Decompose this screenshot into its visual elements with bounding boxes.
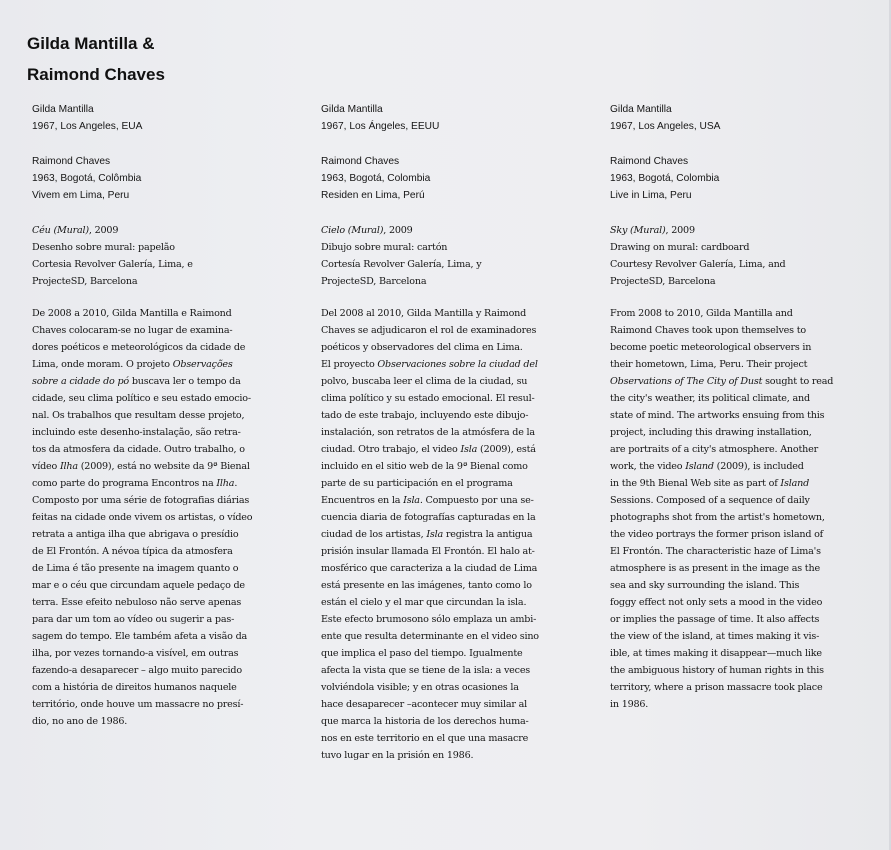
description-line: cidade, seu clima político e seu estado emocio- [32,393,251,404]
work-title-line [321,222,579,239]
description-line: retrata a antiga ilha que abrigava o presídio [32,529,239,540]
artist2-line: Vivem em Lima, Peru [32,190,130,201]
description-line: ente que resulta determinante en el video sino [321,631,539,642]
column-spanish [321,101,579,764]
description-line: in the 9th Bienal Web site as part of Island [610,478,810,489]
work-title-line [610,222,872,239]
description-line: están el cielo y el mar que circundan la isla. [321,597,527,608]
description-line: mosférico que caracteriza a la ciudad de Lima [321,563,538,574]
description-line: Encuentros en la Isla. Compuesto por una se- [321,495,534,506]
description-line: Composto por uma série de fotografias diárias [32,495,250,506]
artist1-line: 1967, Los Ángeles, EEUU [321,121,440,132]
description-line: the video portrays the former prison island of [610,529,824,540]
work-detail-line: ProjecteSD, Barcelona [321,276,427,287]
artist1-line: Gilda Mantilla [321,104,383,115]
artist1-info [321,101,579,135]
artist1-info [610,101,872,135]
description-line: nos en este territorio en el que una masacre [321,733,529,744]
description-line: Chaves se adjudicaron el rol de examinadores [321,325,537,336]
artist1-line: Gilda Mantilla [610,104,672,115]
description-line: dores poéticos e meteorológicos da cidade de [32,342,246,353]
description-line: feitas na cidade onde vivem os artistas, o vídeo [32,512,253,523]
artist2-info [32,153,294,204]
description-line: que implica el paso del tiempo. Igualmente [321,648,523,659]
description-line: atmosphere is as present in the image as the [610,563,820,574]
description-line: state of mind. The artworks ensuing from this [610,410,825,421]
artist2-line: 1963, Bogotá, Colombia [321,173,431,184]
description-line: incluido en el sitio web de la 9ª Bienal como [321,461,528,472]
artist-heading [27,28,165,90]
description-line: sea and sky surrounding the island. This [610,580,800,591]
artist2-line: Live in Lima, Peru [610,190,692,201]
work-year: , 2009 [665,225,695,236]
description-line: ilha, por vezes tornando-a visível, em outras [32,648,239,659]
work-detail-line: Desenho sobre mural: papelão [32,242,175,253]
description-line: prisión insular llamada El Frontón. El halo at- [321,546,535,557]
description-line: photographs shot from the artist's hometown, [610,512,825,523]
description-line: tuvo lugar en la prisión en 1986. [321,750,474,761]
artist1-line: Gilda Mantilla [32,104,94,115]
description-line: El Frontón. The characteristic haze of Lima's [610,546,821,557]
description-line: tado de este trabajo, incluyendo este dibujo- [321,410,529,421]
work-info [321,222,579,290]
description-line: parte de su participación en el programa [321,478,513,489]
description-line: foggy effect not only sets a mood in the video [610,597,823,608]
artist2-line: 1963, Bogotá, Colômbia [32,173,142,184]
description-line: Del 2008 al 2010, Gilda Mantilla y Raimond [321,308,527,319]
artist2-line: Raimond Chaves [321,156,400,167]
work-detail-line: Drawing on mural: cardboard [610,242,750,253]
description-line: está presente en las imágenes, tanto como lo [321,580,532,591]
work-title: Cielo (Mural) [321,225,384,236]
work-title-line [32,222,294,239]
description-line: de Lima é tão presente na imagem quanto o [32,563,239,574]
description-line: sagem do tempo. Ele também afeta a visão da [32,631,248,642]
description-line: mar e o céu que circundam aquele pedaço de [32,580,245,591]
description-line: sobre a cidade do pó buscava ler o tempo da [32,376,241,387]
description-line: vídeo Ilha (2009), está no website da 9ª Bienal [32,461,250,472]
work-detail-line: ProjecteSD, Barcelona [610,276,716,287]
description-text [610,305,872,713]
description-line: tos da atmosfera da cidade. Outro trabalho, o [32,444,245,455]
work-detail-line: Cortesía Revolver Galería, Lima, y [321,259,482,270]
description-line: become poetic meteorological observers in [610,342,812,353]
work-year: , 2009 [383,225,413,236]
description-line: nal. Os trabalhos que resultam desse projeto, [32,410,245,421]
description-line: incluindo este desenho-instalação, são retra- [32,427,241,438]
artist2-info [321,153,579,204]
description-line: ciudad de los artistas, Isla registra la antigua [321,529,533,540]
description-line: com a história de direitos humanos naquele [32,682,237,693]
description-line: cuencia diaria de fotografías capturadas en la [321,512,536,523]
description-line: in 1986. [610,699,649,710]
description-line: que marca la historia de los derechos huma- [321,716,529,727]
work-info [32,222,294,290]
description-line: El proyecto Observaciones sobre la ciudad del [321,359,538,370]
description-line: From 2008 to 2010, Gilda Mantilla and [610,308,793,319]
description-line: para dar um tom ao vídeo ou sugerir a pas- [32,614,235,625]
description-line: the ambiguous history of human rights in this [610,665,824,676]
description-text [32,305,294,730]
artist2-info [610,153,872,204]
work-detail-line: Courtesy Revolver Galería, Lima, and [610,259,786,270]
description-line: instalación, son retratos de la atmósfera de la [321,427,535,438]
work-info [610,222,872,290]
heading-line-2: Raimond Chaves [27,65,165,84]
description-line: fazendo-a desaparecer – algo muito parecido [32,665,242,676]
artist2-line: 1963, Bogotá, Colombia [610,173,720,184]
work-detail-line: Cortesia Revolver Galería, Lima, e [32,259,193,270]
description-line: Lima, onde moram. O projeto Observações [32,359,233,370]
description-line: their hometown, Lima, Peru. Their project [610,359,808,370]
description-line: project, including this drawing installation, [610,427,812,438]
description-line: Este efecto brumosono sólo emplaza un ambi- [321,614,537,625]
work-detail-line: Dibujo sobre mural: cartón [321,242,448,253]
artist2-line: Raimond Chaves [32,156,111,167]
description-line: Observations of The City of Dust sought to read [610,376,834,387]
description-line: work, the video Island (2009), is included [610,461,804,472]
description-line: Chaves colocaram-se no lugar de examina- [32,325,233,336]
column-portuguese [32,101,294,730]
description-line: hace desaparecer –acontecer muy similar al [321,699,528,710]
description-line: território, onde houve um massacre no presí- [32,699,244,710]
work-year: , 2009 [88,225,119,236]
work-title: Sky (Mural) [610,225,666,236]
column-english [610,101,872,713]
description-line: de El Frontón. A névoa típica da atmosfera [32,546,233,557]
heading-line-1: Gilda Mantilla & [27,34,155,53]
artist2-line: Raimond Chaves [610,156,689,167]
description-line: poéticos y observadores del clima en Lima. [321,342,523,353]
description-line: Sessions. Composed of a sequence of daily [610,495,810,506]
description-line: terra. Esse efeito nebuloso não serve apenas [32,597,242,608]
description-line: ciudad. Otro trabajo, el video Isla (2009), está [321,444,536,455]
description-line: De 2008 a 2010, Gilda Mantilla e Raimond [32,308,232,319]
artist1-info [32,101,294,135]
work-detail-line: ProjecteSD, Barcelona [32,276,138,287]
description-line: the view of the island, at times making it vis- [610,631,820,642]
description-line: territory, where a prison massacre took place [610,682,823,693]
artist1-line: 1967, Los Angeles, EUA [32,121,143,132]
description-line: Raimond Chaves took upon themselves to [610,325,806,336]
description-text [321,305,579,764]
description-line: volviéndola visible; y en otras ocasiones la [321,682,519,693]
work-title: Céu (Mural) [32,225,89,236]
description-line: como parte do programa Encontros na Ilha. [32,478,238,489]
description-line: are portraits of a city's atmosphere. Another [610,444,818,455]
description-line: clima político y su estado emocional. El resul- [321,393,535,404]
description-line: ible, at times making it disappear—much like [610,648,822,659]
description-line: dio, no ano de 1986. [32,716,128,727]
artist2-line: Residen en Lima, Perú [321,190,425,201]
artist1-line: 1967, Los Angeles, USA [610,121,721,132]
description-line: the city's weather, its political climate, and [610,393,810,404]
description-line: afecta la vista que se tiene de la isla: a veces [321,665,531,676]
description-line: polvo, buscaba leer el clima de la ciudad, su [321,376,528,387]
description-line: or implies the passage of time. It also affects [610,614,820,625]
